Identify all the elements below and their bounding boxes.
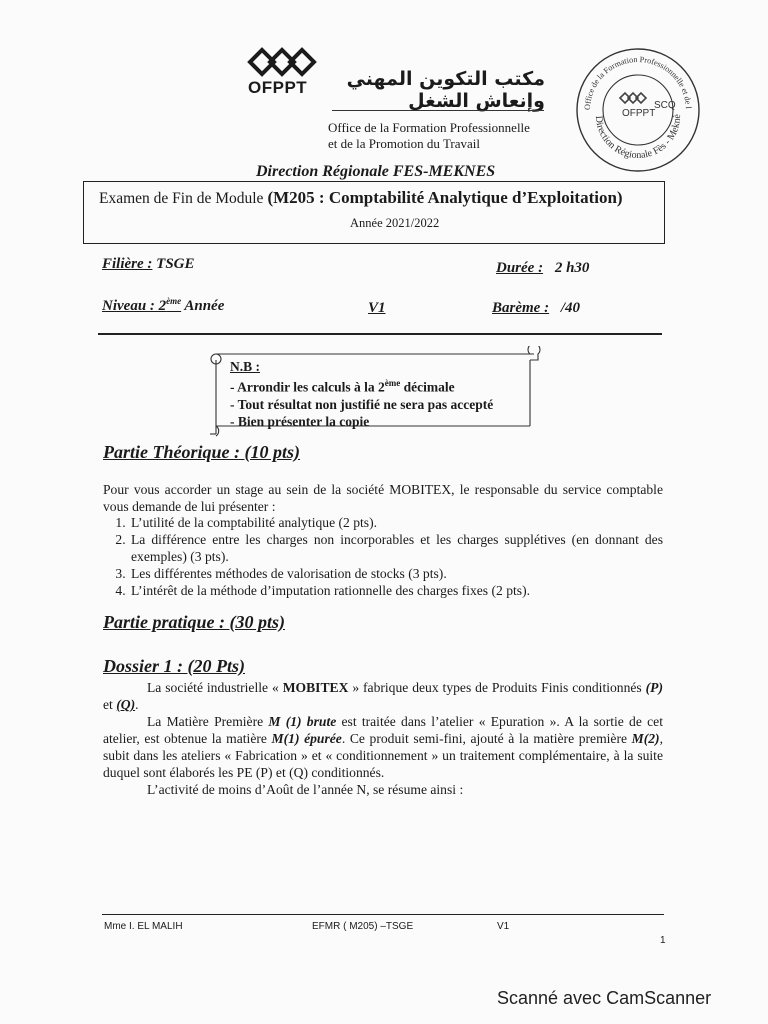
logo-text: OFPPT [248,78,308,97]
footer-version: V1 [497,921,510,932]
niveau-label: Niveau : 2 [102,298,167,314]
stamp-center-logo: OFPPT [622,108,656,119]
duree-label: Durée : [496,260,544,276]
p1-e: et [103,697,117,712]
ofppt-logo [244,44,320,102]
exam-prefix: Examen de Fin de Module [99,190,264,207]
niveau-sup: ème [166,296,182,306]
product-q: (Q) [116,697,136,712]
list-item: 3. Les différentes méthodes de valorisation de stocks (3 pts). [129,565,663,582]
p2-e: . Ce produit semi-fini, ajouté à la matière première [341,731,632,746]
p2-a: La Matière Première [147,714,269,729]
p1-g: . [135,697,139,712]
exam-title-box [83,181,665,244]
office-name [328,120,530,152]
stamp-center-label: SCQ [654,100,676,111]
list-item: 2. La différence entre les charges non incorporables et les charges supplétives (en donnant des exemples) (3 pts). [129,531,663,565]
nb-line-1 [230,375,493,396]
nb-line-2: - Tout résultat non justifié ne sera pas accepté [230,396,494,412]
theorique-heading: Partie Théorique : (10 pts) [103,442,300,462]
product-p: (P) [645,680,663,695]
bareme [492,300,580,317]
p2-g: , subit dans les ateliers « Fabrication » et « conditionnement » un traitement complémentaire, à la suite duquel sont élaborés les PE (P) et (Q) conditionnés. [103,731,663,780]
pratique-heading: Partie pratique : (30 pts) [103,612,285,632]
nb-title: N.B : [230,359,260,374]
camscanner-watermark: Scanné avec CamScanner [497,988,712,1008]
direction-title: Direction Régionale FES-MEKNES [256,163,496,180]
office-line-1: Office de la Formation Professionnelle [328,120,530,135]
filiere-label: Filière : [102,256,153,272]
stamp-ring-top: Office de la Formation Professionnelle et de l [582,54,693,111]
nb-scroll-box [204,346,544,442]
bareme-value: /40 [560,300,580,316]
footer-author: Mme I. EL MALIH [104,921,183,932]
company-name: MOBITEX [282,680,349,695]
bareme-label: Barème : [492,300,550,316]
office-line-2: et de la Promotion du Travail [328,136,481,151]
theorique-list [103,514,663,599]
material-m2: M(2) [631,731,660,746]
material-m1-brute: M (1) brute [268,714,337,729]
niveau [102,296,224,315]
nb-line-3: - Bien présenter la copie [230,413,370,429]
exam-title [99,188,623,208]
version: V1 [368,300,386,316]
dossier1-paragraph-2 [103,713,663,781]
list-item: 1. L’utilité de la comptabilité analytique (2 pts). [129,514,663,531]
nb-line-1-pre: - Arrondir les calculs à la 2 [230,379,385,395]
stamp-seal-icon [574,46,702,174]
arabic-underline [332,110,544,111]
ofppt-logo-icon [244,44,320,80]
exam-module: (M205 : Comptabilité Analytique d’Exploitation) [267,188,623,207]
filiere-value: TSGE [156,256,195,272]
header-divider [98,333,662,335]
footer-page-number: 1 [660,935,666,946]
footer-divider [102,914,664,915]
p2-c: est traitée dans l’atelier « Epuration ». A la sortie de cet atelier, est obtenue la matière [103,714,663,746]
material-m1-epuree: M(1) épurée [271,731,342,746]
exam-year: Année 2021/2022 [350,216,440,230]
duree [496,260,589,277]
footer-module: EFMR ( M205) –TSGE [312,921,414,932]
arabic-name: مكتب التكوين المهني وإنعاش الشغل [346,68,545,112]
theorique-intro: Pour vous accorder un stage au sein de la société MOBITEX, le responsable du service comptable vous demande de lui présenter : [103,482,663,514]
nb-line-1-sup: ème [384,378,401,388]
niveau-value: Année [184,298,225,314]
p1-c: » fabrique deux types de Produits Finis conditionnés [348,680,646,695]
dossier1-paragraph-3: L’activité de moins d’Août de l’année N, se résume ainsi : [147,782,464,797]
stamp-ring-bottom: Direction Régionale Fès - Meknè [592,114,684,162]
p1-a: La société industrielle « [147,680,283,695]
duree-value: 2 h30 [554,260,590,276]
nb-line-1-post: décimale [400,379,455,395]
nb-content [230,358,493,430]
list-item: 4. L’intérêt de la méthode d’imputation rationnelle des charges fixes (2 pts). [129,582,663,599]
filiere [102,256,195,273]
official-stamp [574,46,702,174]
dossier1-heading: Dossier 1 : (20 Pts) [103,656,245,676]
dossier1-paragraph-1 [103,679,663,713]
